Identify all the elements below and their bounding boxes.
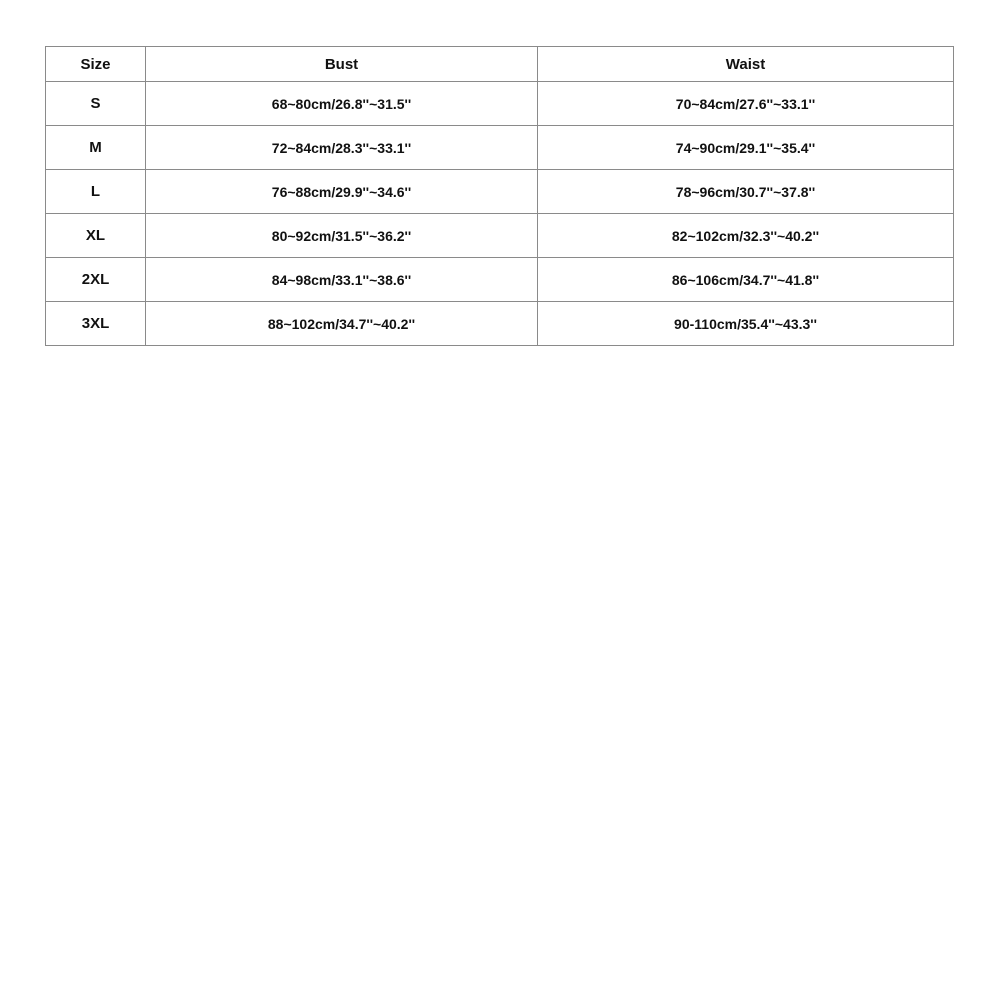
bust-cell: 84~98cm/33.1''~38.6'' [146,258,538,302]
waist-cell: 90-110cm/35.4''~43.3'' [538,302,954,346]
table-row [46,126,954,170]
waist-cell: 78~96cm/30.7''~37.8'' [538,170,954,214]
waist-cell: 82~102cm/32.3''~40.2'' [538,214,954,258]
size-cell: L [46,170,146,214]
size-cell: 3XL [46,302,146,346]
bust-cell: 76~88cm/29.9''~34.6'' [146,170,538,214]
table-row [46,214,954,258]
bust-cell: 88~102cm/34.7''~40.2'' [146,302,538,346]
table-header [46,47,954,82]
size-cell: S [46,82,146,126]
size-cell: 2XL [46,258,146,302]
bust-cell: 68~80cm/26.8''~31.5'' [146,82,538,126]
header-waist: Waist [538,47,954,82]
table-body [46,82,954,346]
waist-cell: 86~106cm/34.7''~41.8'' [538,258,954,302]
header-row [46,47,954,82]
header-bust: Bust [146,47,538,82]
bust-cell: 72~84cm/28.3''~33.1'' [146,126,538,170]
table-row [46,170,954,214]
table-row [46,302,954,346]
waist-cell: 70~84cm/27.6''~33.1'' [538,82,954,126]
size-chart-table [45,46,954,346]
size-cell: XL [46,214,146,258]
table-row [46,258,954,302]
header-size: Size [46,47,146,82]
waist-cell: 74~90cm/29.1''~35.4'' [538,126,954,170]
table-row [46,82,954,126]
size-cell: M [46,126,146,170]
bust-cell: 80~92cm/31.5''~36.2'' [146,214,538,258]
